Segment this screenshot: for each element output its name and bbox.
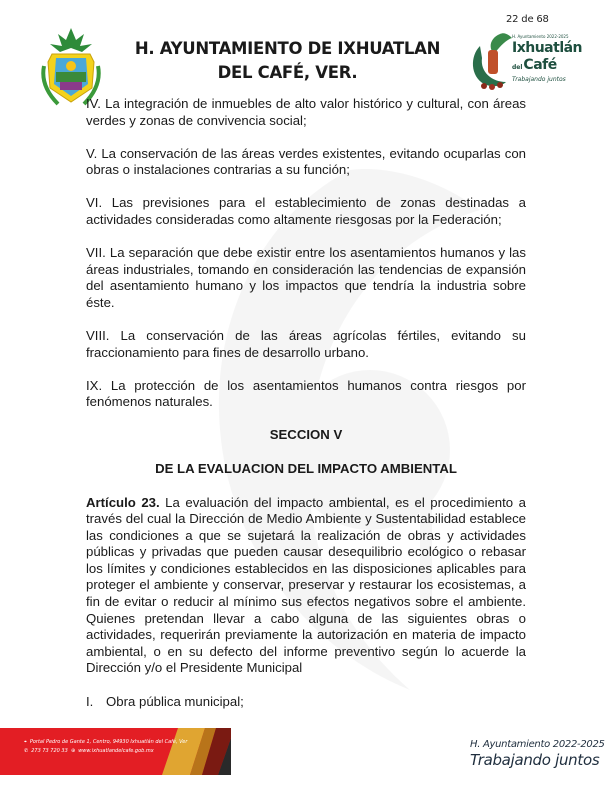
brand-cafe: Café xyxy=(523,57,557,73)
footer-website[interactable]: www.ixhuatlandelcafe.gob.mx xyxy=(78,748,154,754)
brand-del: del xyxy=(512,64,523,71)
footer-phone: 273 73 720 33 xyxy=(31,748,68,754)
location-pin-icon: ⌖ xyxy=(24,739,27,745)
list-item-number: I. xyxy=(86,693,94,709)
footer-slogan-block xyxy=(470,738,605,769)
article-label: Artículo 23. xyxy=(86,494,160,510)
footer-address: Portal Pedro de Gante 1, Centro, 94930 Ixhuatlán del Café, Ver xyxy=(29,739,188,745)
paragraph-vi: VI. Las previsiones para el establecimiento de zonas destinadas a actividades consideradas como altamente riesgosas por la Federación; xyxy=(86,195,526,227)
paragraph-viii: VIII. La conservación de las áreas agrícolas fértiles, evitando su fraccionamiento para fines de desarrollo urbano. xyxy=(86,327,526,360)
brand-tagline: Trabajando juntos xyxy=(512,76,566,83)
list-item-text: Obra pública municipal; xyxy=(106,693,244,709)
article-text: La evaluación del impacto ambiental, es el procedimiento a través del cual la Dirección de Medio Ambiente y Sustentabilidad establece las condiciones a que se sujetará la realización de obras y actividades públicas y privadas que pueden causar desequilibrio ecológico o rebasar los límites y condiciones establecidos en las disposiciones aplicables para proteger el ambiente y conservar, preservar y restaurar los ecosistemas, a fin de evitar o reducir al mínimo sus efectos negativos sobre el ambiente. Quienes pretendan llevar a cabo alguna de las siguientes obras o actividades, requerirán previamente la autorización en materia de impacto ambiental, o en su defecto del informe preventivo según lo acuerde la Dirección y/o el Presidente Municipal xyxy=(86,494,526,676)
paragraph-iv: IV. La integración de inmuebles de alto valor histórico y cultural, con áreas verdes y zonas de convivencia social; xyxy=(86,96,526,128)
section-heading: SECCION V xyxy=(269,427,343,443)
list-item xyxy=(86,694,526,711)
footer-slogan: Trabajando juntos xyxy=(470,751,600,769)
header-title-line1: H. AYUNTAMIENTO DE IXHUATLAN xyxy=(134,39,441,58)
document-body xyxy=(86,96,526,710)
brand-admin-period: H. Ayuntamiento 2022-2025 xyxy=(512,34,569,39)
page-header-title xyxy=(110,37,465,85)
brand-del-cafe-row xyxy=(512,56,604,76)
brand-name: Ixhuatlán xyxy=(512,40,583,56)
ixhuatlan-brand-logo xyxy=(470,28,514,92)
paragraph-vii: VII. La separación que debe existir entre los asentamientos humanos y las áreas industriales, tomando en consideración las tendencias de expansión del asentamiento humano y los impactos que tendría la industria sobre éste. xyxy=(86,245,526,310)
header-title-line2: DEL CAFÉ, VER. xyxy=(217,63,358,82)
page-indicator: 22 de 68 xyxy=(506,14,549,25)
footer-admin-period: H. Ayuntamiento 2022-2025 xyxy=(470,739,605,750)
article-23 xyxy=(86,495,526,678)
brand-logo-text xyxy=(512,34,604,84)
section-subheading: DE LA EVALUACION DEL IMPACTO AMBIENTAL xyxy=(155,460,457,476)
paragraph-v: V. La conservación de las áreas verdes existentes, evitando ocuparlas con obras o instalaciones contrarias a su función; xyxy=(86,145,526,178)
paragraph-ix: IX. La protección de los asentamientos humanos contra riesgos por fenómenos naturales. xyxy=(86,377,526,410)
phone-icon: ✆ xyxy=(24,748,29,754)
globe-icon: ⊕ xyxy=(70,748,76,754)
footer-contact xyxy=(24,738,188,756)
